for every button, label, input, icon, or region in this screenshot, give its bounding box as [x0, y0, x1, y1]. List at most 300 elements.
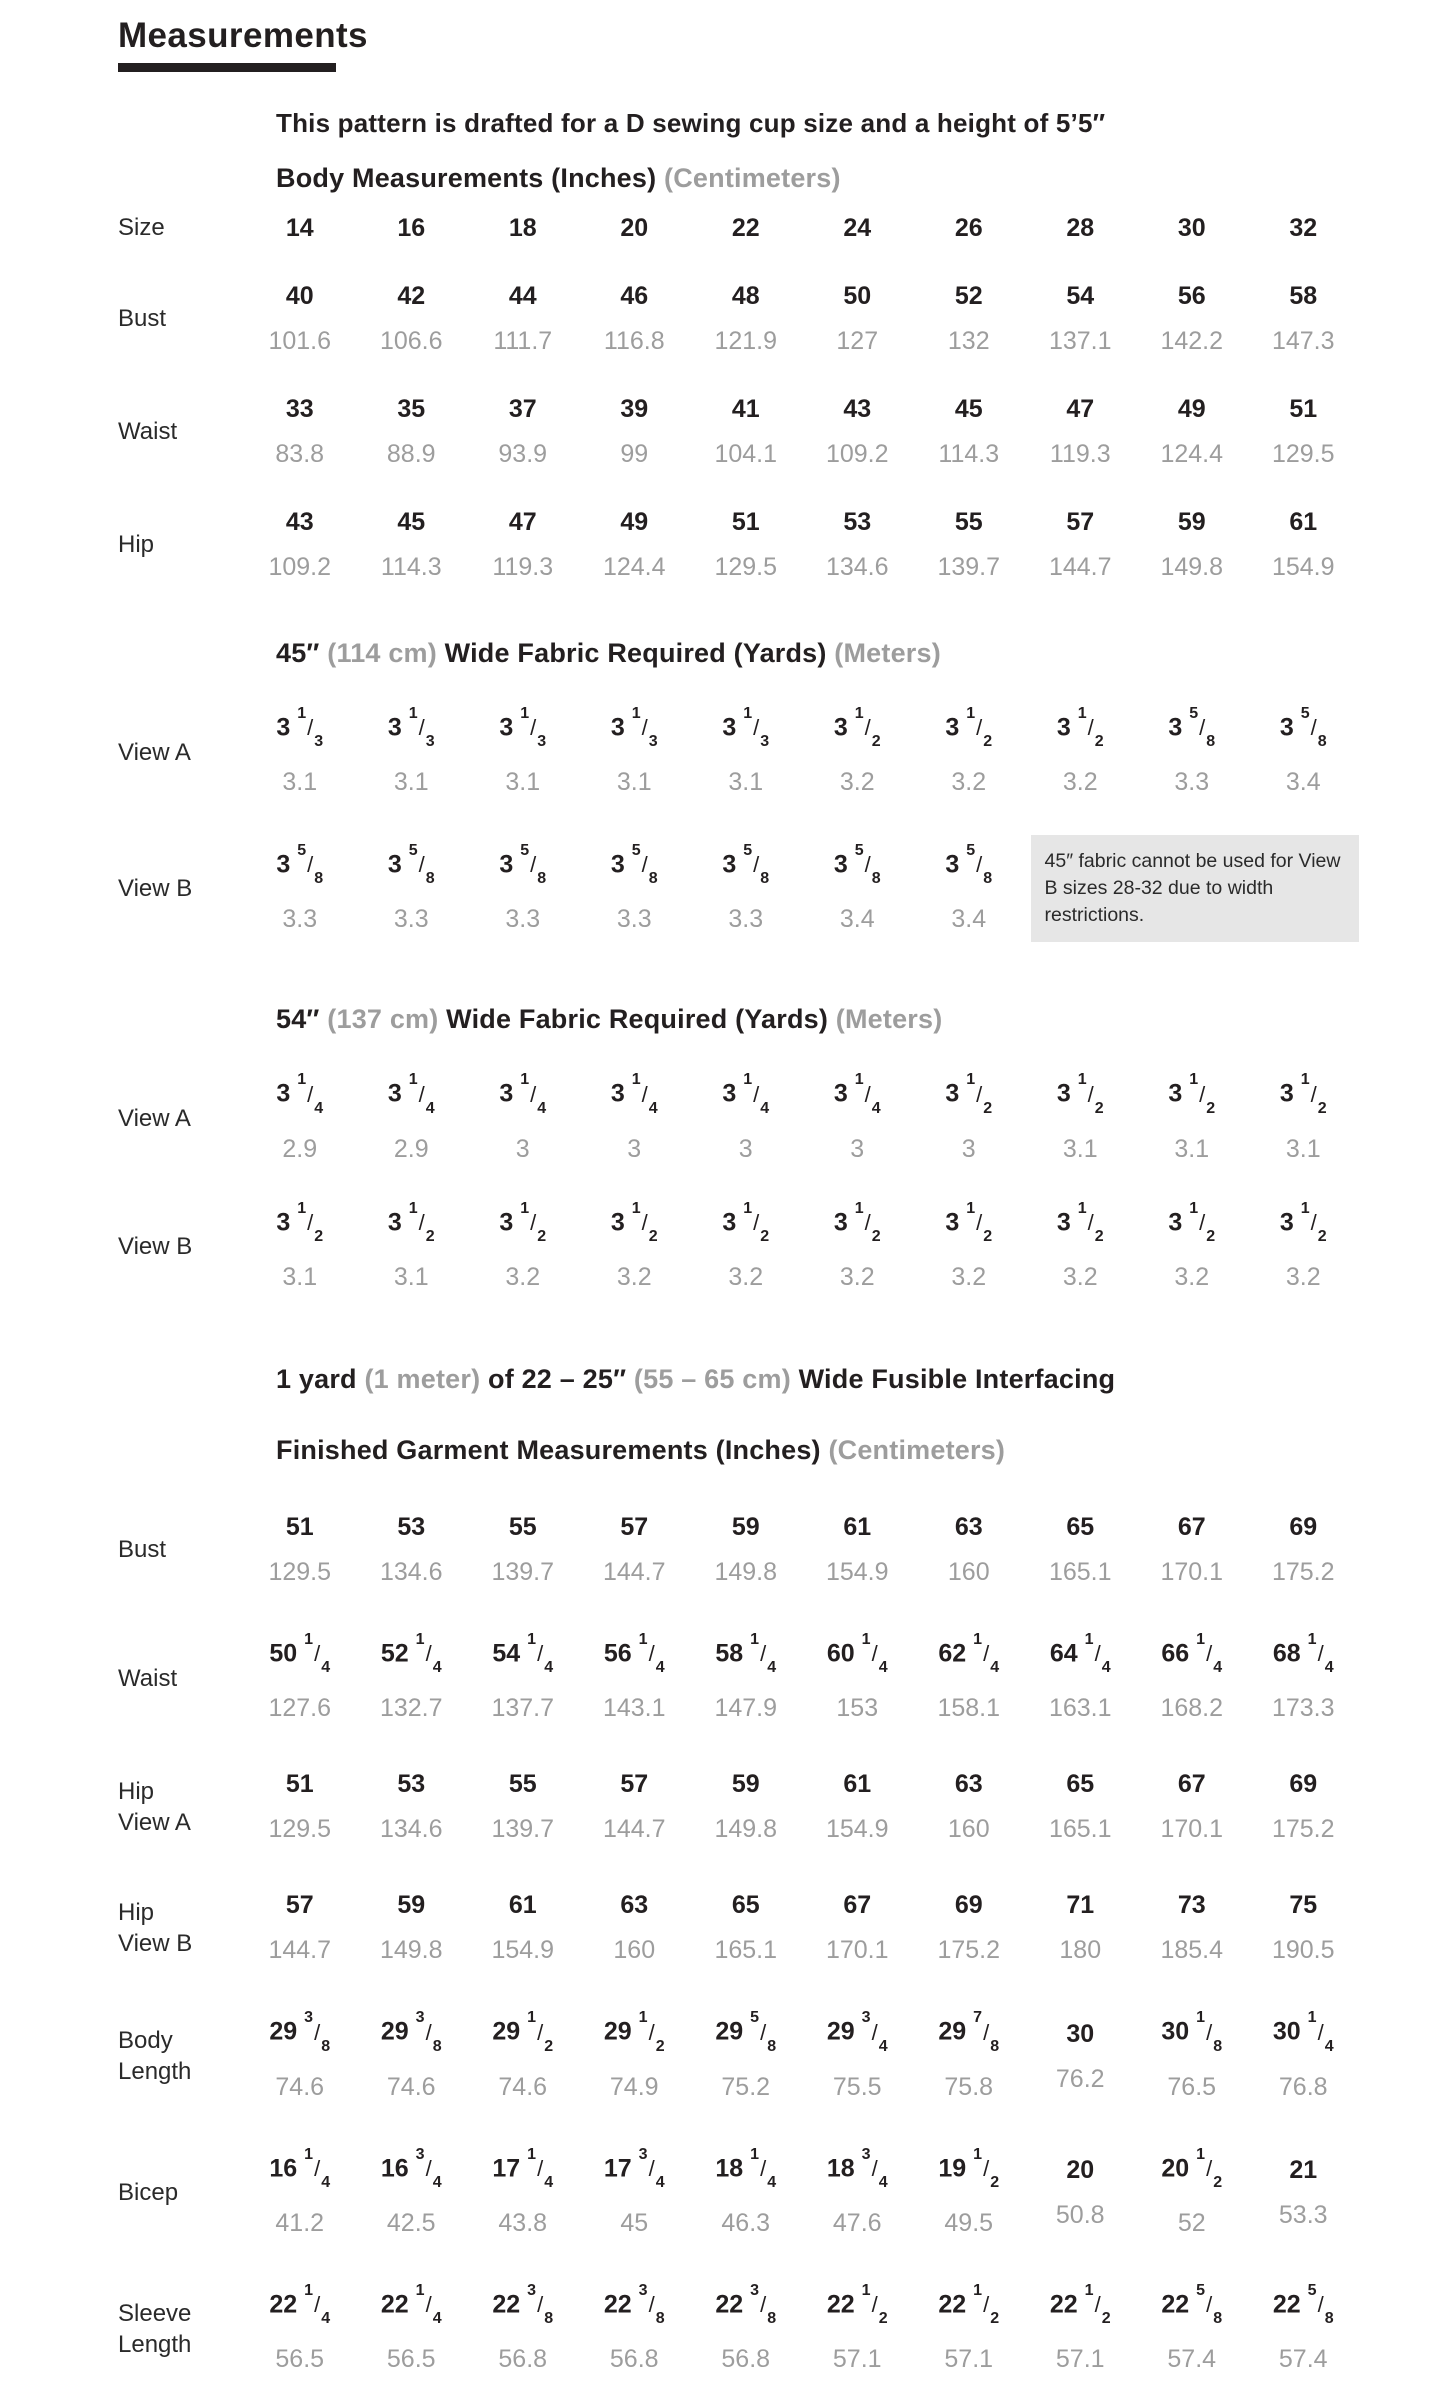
value-primary: 57: [285, 1891, 314, 1920]
measurement-cell: [1248, 2155, 1360, 2230]
row-label: View B: [118, 875, 193, 903]
value-primary: 29 $^5/_8$: [715, 2009, 777, 2055]
value-secondary: 160: [613, 1936, 656, 1965]
measurement-cell: [802, 1769, 914, 1844]
value-secondary: 56.8: [609, 2345, 659, 2374]
measurement-cell: [1248, 1890, 1360, 1965]
value-secondary: 47.6: [832, 2208, 882, 2237]
measurement-cell: [579, 1890, 691, 1965]
table-row-view-a-54: [118, 1073, 1359, 1163]
value-secondary: 57.4: [1278, 2345, 1328, 2374]
value-primary: 75: [1289, 1891, 1318, 1920]
row-label: Waist: [118, 418, 178, 445]
measurement-cell: [579, 1199, 691, 1292]
value-secondary: 3.1: [505, 768, 541, 797]
row-label: Hip: [118, 531, 155, 558]
value-primary: 51: [1289, 395, 1318, 423]
measurement-cell: [802, 1890, 914, 1965]
value-secondary: 129.5: [714, 553, 778, 581]
value-secondary: 109.2: [268, 553, 332, 581]
value-secondary: 76.2: [1055, 2064, 1105, 2093]
measurement-cell: [467, 1073, 579, 1163]
measurement-cell: [1025, 707, 1137, 797]
measurement-cell: [690, 1199, 802, 1292]
measurement-cell: [467, 213, 579, 243]
measurement-cell: [467, 707, 579, 797]
heading-segment: 1 yard: [276, 1363, 365, 1394]
value-primary: 30: [1066, 2019, 1095, 2048]
value-secondary: 129.5: [268, 1815, 332, 1844]
value-primary: 3 $^5/_8$: [1279, 705, 1327, 751]
value-primary: 3 $^1/_2$: [833, 705, 881, 751]
heading-muted-segment: (114 cm): [327, 638, 437, 668]
fabric-restriction-note: 45″ fabric cannot be used for View B sizes 28-32 due to width restrictions.: [1031, 835, 1360, 942]
measurement-cell: [579, 394, 691, 469]
value-primary: 22: [731, 213, 760, 242]
value-secondary: 56.8: [721, 2345, 771, 2374]
value-primary: 50: [843, 282, 872, 310]
measurement-cell: [467, 394, 579, 469]
value-primary: 29 $^7/_8$: [938, 2009, 1000, 2055]
measurement-cell: [913, 707, 1025, 797]
value-primary: 3 $^1/_3$: [722, 705, 770, 751]
value-primary: 63: [954, 1770, 983, 1799]
value-secondary: 134.6: [379, 1557, 443, 1586]
value-secondary: 165.1: [1048, 1557, 1112, 1586]
measurement-cell: [244, 1199, 356, 1292]
value-primary: 67: [843, 1891, 872, 1920]
row-label: Waist: [118, 1664, 178, 1692]
heading-segment: Finished Garment Measurements (Inches): [276, 1434, 829, 1465]
value-secondary: 3.1: [282, 1262, 318, 1291]
value-primary: 54 $^1/_4$: [492, 1630, 554, 1677]
measurement-cell: [467, 2145, 579, 2238]
value-secondary: 165.1: [714, 1936, 778, 1965]
value-primary: 47: [1066, 395, 1095, 423]
value-primary: 48: [731, 282, 760, 310]
value-secondary: 143.1: [602, 1694, 666, 1723]
value-primary: 3 $^5/_8$: [387, 841, 435, 887]
value-primary: 61: [843, 1512, 872, 1541]
measurement-cell: [467, 1512, 579, 1587]
value-primary: 64 $^1/_4$: [1049, 1630, 1111, 1677]
value-secondary: 170.1: [825, 1936, 889, 1965]
value-secondary: 3.3: [393, 904, 429, 933]
measurement-cell: [1248, 1769, 1360, 1844]
value-primary: 20: [1066, 2156, 1095, 2185]
value-secondary: 154.9: [1271, 553, 1335, 581]
value-secondary: 3: [515, 1134, 530, 1163]
value-secondary: 3.4: [1285, 768, 1321, 797]
value-secondary: 3.3: [505, 904, 541, 933]
measurement-cell: [356, 281, 468, 356]
value-secondary: 129.5: [1271, 440, 1335, 468]
value-primary: 28: [1066, 213, 1095, 242]
value-secondary: 3.3: [1174, 768, 1210, 797]
value-primary: 49: [1177, 395, 1206, 423]
measurement-cell: [1025, 1769, 1137, 1844]
measurement-cell: [244, 2145, 356, 2238]
value-secondary: 175.2: [937, 1936, 1001, 1965]
measurement-cell: [579, 507, 691, 582]
value-secondary: 3.2: [616, 1262, 652, 1291]
row-label: Bust: [118, 305, 167, 332]
measurement-cell: [690, 707, 802, 797]
measurement-cell: [356, 2011, 468, 2101]
measurement-cell: [1025, 507, 1137, 582]
measurement-cell: [1025, 2019, 1137, 2094]
body-measurements-heading: [276, 163, 1359, 194]
measurement-cell: [913, 281, 1025, 356]
measurement-cell: [802, 2145, 914, 2238]
value-secondary: 45: [620, 2208, 649, 2237]
value-primary: 16 $^3/_4$: [380, 2145, 442, 2191]
table-row-waist: [118, 394, 1359, 469]
table-row-finished-body-length: [118, 2011, 1359, 2101]
measurement-cell: [1025, 213, 1137, 243]
value-primary: 52 $^1/_4$: [380, 1630, 442, 1677]
table-row-view-b-54: [118, 1199, 1359, 1292]
value-primary: 43: [285, 508, 314, 536]
value-secondary: 165.1: [1048, 1815, 1112, 1844]
value-primary: 16 $^1/_4$: [269, 2145, 331, 2191]
measurement-cell: [690, 394, 802, 469]
value-secondary: 3.2: [1062, 768, 1098, 797]
fabric-45-heading: [276, 638, 1359, 669]
value-primary: 66 $^1/_4$: [1161, 1630, 1223, 1677]
value-primary: 57: [620, 1770, 649, 1799]
value-secondary: 173.3: [1271, 1694, 1335, 1723]
measurement-cell: [1136, 1512, 1248, 1587]
measurement-cell: [802, 2011, 914, 2101]
row-label: Bicep: [118, 2179, 179, 2207]
value-primary: 42: [397, 282, 426, 310]
value-primary: 3 $^5/_8$: [276, 841, 324, 887]
value-primary: 3 $^1/_2$: [1279, 1199, 1327, 1245]
measurement-cell: [802, 1630, 914, 1723]
measurement-cell: [802, 213, 914, 243]
value-secondary: 3: [738, 1134, 753, 1163]
value-secondary: 153: [836, 1694, 879, 1723]
measurement-cell: [356, 213, 468, 243]
value-secondary: 42.5: [386, 2208, 436, 2237]
value-primary: 56 $^1/_4$: [603, 1630, 665, 1677]
value-secondary: 101.6: [268, 327, 332, 355]
measurement-cell: [1025, 1630, 1137, 1723]
value-primary: 62 $^1/_4$: [938, 1630, 1000, 1677]
value-secondary: 129.5: [268, 1557, 332, 1586]
fabric-45-table: [118, 707, 1359, 942]
value-primary: 65: [1066, 1770, 1095, 1799]
value-primary: 14: [285, 213, 314, 242]
value-primary: 3 $^1/_2$: [1056, 1071, 1104, 1117]
measurement-cell: [356, 1512, 468, 1587]
value-secondary: 49.5: [944, 2208, 994, 2237]
measurement-cell: [356, 1199, 468, 1292]
value-secondary: 3.1: [1285, 1134, 1321, 1163]
value-primary: 22 $^3/_8$: [492, 2281, 554, 2328]
table-row-bust: [118, 281, 1359, 356]
measurement-cell: [244, 1630, 356, 1723]
value-secondary: 2.9: [282, 1134, 318, 1163]
value-primary: 18 $^3/_4$: [826, 2145, 888, 2191]
value-primary: 3 $^1/_2$: [1056, 705, 1104, 751]
value-primary: 3 $^1/_2$: [1168, 1071, 1216, 1117]
measurement-cell: [579, 213, 691, 243]
value-secondary: 3.2: [505, 1262, 541, 1291]
measurement-cell: [244, 1769, 356, 1844]
row-label: View A: [118, 1104, 191, 1132]
measurement-cell: [579, 707, 691, 797]
measurement-cell: [244, 394, 356, 469]
measurement-cell: [913, 841, 1025, 934]
measurement-cell: [690, 841, 802, 934]
measurement-cell: [1136, 2281, 1248, 2374]
value-secondary: 3: [850, 1134, 865, 1163]
measurement-cell: [1248, 2281, 1360, 2374]
pattern-draft-note: This pattern is drafted for a D sewing cup size and a height of 5’5″: [276, 108, 1106, 138]
value-secondary: 3: [627, 1134, 642, 1163]
table-row-finished-hip-view-a: [118, 1769, 1359, 1844]
measurement-cell: [579, 1630, 691, 1723]
measurement-cell: [579, 1769, 691, 1844]
measurement-cell: [690, 2281, 802, 2374]
value-primary: 3 $^1/_2$: [276, 1199, 324, 1245]
measurement-cell: [244, 1073, 356, 1163]
value-primary: 41: [731, 395, 760, 423]
value-secondary: 3.1: [282, 768, 318, 797]
value-primary: 24: [843, 213, 872, 242]
value-secondary: 170.1: [1160, 1557, 1224, 1586]
value-primary: 17 $^3/_4$: [603, 2145, 665, 2191]
value-secondary: 147.3: [1271, 327, 1335, 355]
value-primary: 3 $^1/_3$: [610, 705, 658, 751]
measurement-cell: [467, 1769, 579, 1844]
value-secondary: 160: [947, 1557, 990, 1586]
measurement-cell: [1025, 394, 1137, 469]
measurement-cell: [1025, 1073, 1137, 1163]
row-label: Size: [118, 214, 165, 241]
value-secondary: 3.2: [1062, 1262, 1098, 1291]
value-secondary: 88.9: [386, 440, 436, 468]
measurement-cell: [802, 394, 914, 469]
measurement-cell: [913, 1199, 1025, 1292]
value-secondary: 168.2: [1160, 1694, 1224, 1723]
measurement-cell: [1025, 1890, 1137, 1965]
value-primary: 51: [285, 1770, 314, 1799]
measurement-cell: [244, 1512, 356, 1587]
value-secondary: 74.9: [609, 2072, 659, 2101]
value-primary: 71: [1066, 1891, 1095, 1920]
value-primary: 29 $^3/_8$: [380, 2009, 442, 2055]
measurement-cell: [1136, 1769, 1248, 1844]
heading-segment: 45″: [276, 638, 328, 668]
value-primary: 20: [620, 213, 649, 242]
value-primary: 65: [1066, 1512, 1095, 1541]
value-secondary: 119.3: [1049, 440, 1111, 468]
value-secondary: 111.7: [493, 327, 553, 355]
value-secondary: 56.5: [275, 2345, 325, 2374]
table-row-finished-bicep: [118, 2145, 1359, 2238]
value-primary: 67: [1177, 1770, 1206, 1799]
measurement-cell: [1248, 1073, 1360, 1163]
value-secondary: 3.2: [1174, 1262, 1210, 1291]
value-primary: 3 $^1/_4$: [499, 1071, 547, 1117]
value-primary: 58 $^1/_4$: [715, 1630, 777, 1677]
measurement-cell: [802, 2281, 914, 2374]
measurement-cell: [913, 2011, 1025, 2101]
measurement-cell: [244, 507, 356, 582]
measurement-cell: [1136, 1890, 1248, 1965]
heading-segment: Body Measurements (Inches): [276, 163, 665, 193]
value-secondary: 3: [961, 1134, 976, 1163]
value-secondary: 3.1: [393, 1262, 429, 1291]
value-primary: 60 $^1/_4$: [826, 1630, 888, 1677]
value-secondary: 3.2: [839, 768, 875, 797]
value-primary: 63: [954, 1512, 983, 1541]
value-primary: 57: [1066, 508, 1095, 536]
value-secondary: 149.8: [714, 1557, 778, 1586]
value-primary: 30: [1177, 213, 1206, 242]
measurement-cell: [244, 2281, 356, 2374]
measurement-cell: [1136, 1073, 1248, 1163]
measurement-cell: [1136, 2145, 1248, 2238]
measurement-cell: [356, 1630, 468, 1723]
value-secondary: 3.1: [616, 768, 652, 797]
value-primary: 68 $^1/_4$: [1272, 1630, 1334, 1677]
value-secondary: 50.8: [1055, 2201, 1105, 2230]
value-secondary: 106.6: [379, 327, 443, 355]
row-label: Hip View B: [118, 1898, 193, 1957]
measurement-cell: [913, 213, 1025, 243]
value-secondary: 3.2: [951, 768, 987, 797]
value-secondary: 3.2: [839, 1262, 875, 1291]
value-secondary: 154.9: [491, 1936, 555, 1965]
value-primary: 3 $^1/_2$: [1168, 1199, 1216, 1245]
measurement-cell: [690, 1630, 802, 1723]
table-row-view-b-45: [118, 835, 1359, 942]
value-primary: 47: [508, 508, 537, 536]
value-secondary: 185.4: [1160, 1936, 1224, 1965]
value-primary: 3 $^1/_2$: [1279, 1071, 1327, 1117]
value-secondary: 132.7: [379, 1694, 443, 1723]
value-primary: 35: [397, 395, 426, 423]
measurement-cell: [802, 281, 914, 356]
value-secondary: 43.8: [498, 2208, 548, 2237]
value-primary: 3 $^1/_3$: [499, 705, 547, 751]
measurement-cell: [913, 394, 1025, 469]
heading-muted-segment: (Meters): [835, 1004, 943, 1035]
value-secondary: 160: [947, 1815, 990, 1844]
value-primary: 29 $^3/_4$: [826, 2009, 888, 2055]
value-primary: 53: [843, 508, 872, 536]
measurement-cell: [690, 281, 802, 356]
measurement-cell: [690, 507, 802, 582]
measurement-cell: [1248, 1199, 1360, 1292]
value-primary: 22 $^5/_8$: [1161, 2281, 1223, 2328]
value-primary: 54: [1066, 282, 1095, 310]
value-secondary: 137.7: [491, 1694, 555, 1723]
value-secondary: 149.8: [1160, 553, 1224, 581]
value-secondary: 74.6: [498, 2072, 548, 2101]
measurement-cell: [1136, 394, 1248, 469]
value-primary: 22 $^1/_2$: [938, 2281, 1000, 2328]
value-primary: 51: [285, 1512, 314, 1541]
value-primary: 21: [1289, 2156, 1318, 2185]
value-secondary: 175.2: [1271, 1815, 1335, 1844]
measurement-cell: [1248, 213, 1360, 243]
value-secondary: 154.9: [825, 1815, 889, 1844]
value-primary: 73: [1177, 1891, 1206, 1920]
value-primary: 3 $^5/_8$: [499, 841, 547, 887]
value-secondary: 3.4: [839, 904, 875, 933]
measurement-cell: [1248, 2011, 1360, 2101]
measurement-cell: [1025, 2155, 1137, 2230]
measurement-cell: [690, 1769, 802, 1844]
measurement-cell: [1136, 1630, 1248, 1723]
measurement-cell: [356, 394, 468, 469]
value-secondary: 144.7: [1048, 553, 1112, 581]
value-primary: 32: [1289, 213, 1318, 242]
value-secondary: 116.8: [603, 327, 665, 355]
value-primary: 18 $^1/_4$: [715, 2145, 777, 2191]
value-primary: 3 $^5/_8$: [833, 841, 881, 887]
measurement-cell: [467, 1630, 579, 1723]
value-primary: 3 $^1/_3$: [276, 705, 324, 751]
value-secondary: 3.1: [393, 768, 429, 797]
measurement-cell: [802, 1512, 914, 1587]
value-secondary: 56.5: [386, 2345, 436, 2374]
value-primary: 3 $^5/_8$: [1168, 705, 1216, 751]
value-secondary: 134.6: [379, 1815, 443, 1844]
measurement-cell: [356, 1769, 468, 1844]
measurement-cell: [1248, 707, 1360, 797]
measurement-cell: [1136, 707, 1248, 797]
value-secondary: 154.9: [825, 1557, 889, 1586]
value-secondary: 175.2: [1271, 1557, 1335, 1586]
value-primary: 55: [954, 508, 983, 536]
measurement-cell: [802, 1073, 914, 1163]
measurement-cell: [1248, 1630, 1360, 1723]
value-primary: 51: [731, 508, 760, 536]
value-secondary: 76.8: [1278, 2072, 1328, 2101]
value-secondary: 132: [947, 327, 990, 355]
value-secondary: 76.5: [1167, 2072, 1217, 2101]
value-secondary: 83.8: [275, 440, 325, 468]
measurement-cell: [913, 1512, 1025, 1587]
measurement-cell: [1025, 1512, 1137, 1587]
measurement-cell: [244, 281, 356, 356]
value-secondary: 93.9: [498, 440, 548, 468]
measurement-cell: [467, 841, 579, 934]
value-secondary: 170.1: [1160, 1815, 1224, 1844]
value-primary: 29 $^3/_8$: [269, 2009, 331, 2055]
measurement-cell: [1136, 2011, 1248, 2101]
value-primary: 61: [1289, 508, 1318, 536]
value-secondary: 75.2: [721, 2072, 771, 2101]
value-secondary: 127.6: [268, 1694, 332, 1723]
value-primary: 55: [508, 1770, 537, 1799]
value-secondary: 3.3: [282, 904, 318, 933]
title-underline: [118, 63, 336, 72]
measurement-cell: [467, 1890, 579, 1965]
measurement-cell: [1136, 281, 1248, 356]
value-secondary: 2.9: [393, 1134, 429, 1163]
value-primary: 22 $^5/_8$: [1272, 2281, 1334, 2328]
value-secondary: 3.3: [616, 904, 652, 933]
measurement-cell: [1025, 281, 1137, 356]
value-secondary: 3.2: [728, 1262, 764, 1291]
